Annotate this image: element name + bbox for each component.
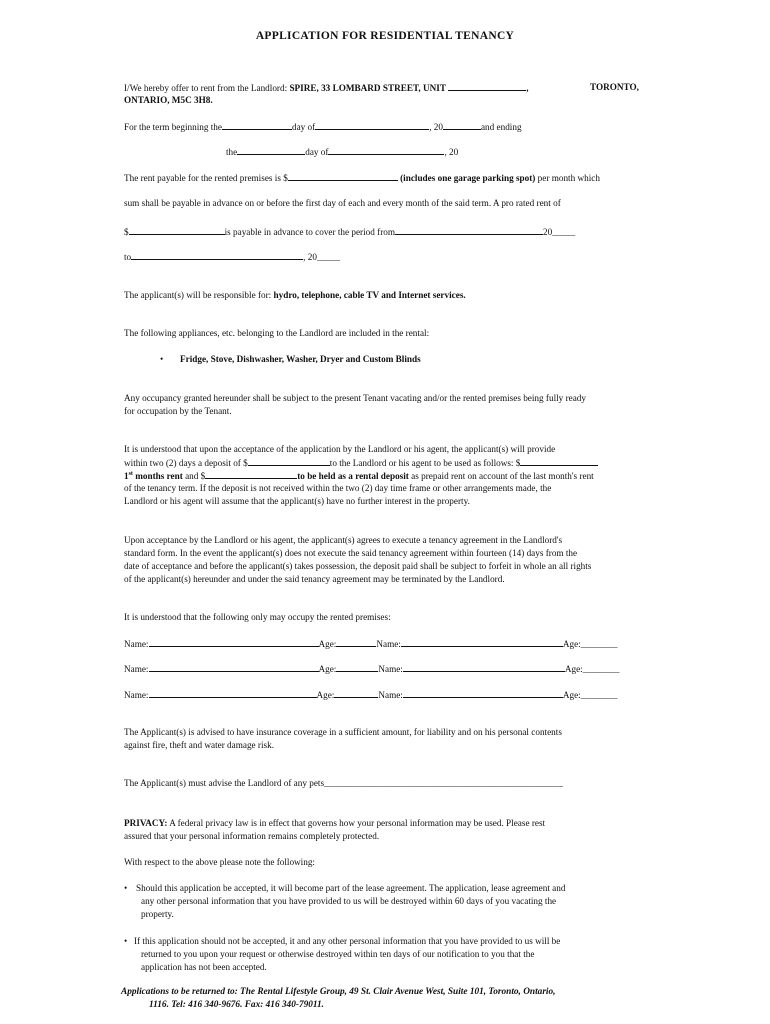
occupancy-line-1: Any occupancy granted hereunder shall be subject to the present Tenant vacating and/or the rented premises being fully ready: [124, 393, 586, 403]
agreement-line-4: of the applicant(s) hereunder and under the said tenancy agreement may be terminated by the Landlord.: [124, 574, 505, 584]
rent-line-3: $ is payable in advance to cover the period from 20_____: [124, 227, 576, 237]
offer-city: TORONTO,: [590, 82, 639, 92]
occupant-name-blank[interactable]: [403, 688, 563, 698]
deposit-line-2: within two (2) days a deposit of $ to the Landlord or his agent to be used as follows: $: [124, 456, 598, 470]
term-begin-year-blank[interactable]: [443, 120, 481, 130]
agreement-line-1: Upon acceptance by the Landlord or his agent, the applicant(s) agrees to execute a tenancy agreement in the Landlord's: [124, 535, 563, 545]
agreement-line-2: standard form. In the event the applicant(s) does not execute the said tenancy agreement within fourteen (14) days from the: [124, 548, 578, 558]
appliances-intro: The following appliances, etc. belonging to the Landlord are included in the rental:: [124, 328, 430, 338]
term-line-2: the day of , 20: [226, 147, 459, 157]
privacy-item-2-line-2: returned to you upon your request or otherwise destroyed within ten days of our notification to you that the: [141, 949, 535, 959]
occupants-intro: It is understood that the following only may occupy the rented premises:: [124, 612, 391, 622]
deposit-line-3: 1st months rent and $ to be held as a rental deposit as prepaid rent on account of the last month's rent: [124, 470, 594, 481]
occupant-age-blank[interactable]: [336, 662, 378, 672]
offer-prefix: I/We hereby offer to rent from the Landlord:: [124, 83, 290, 93]
occupant-name-blank[interactable]: [403, 662, 565, 672]
agreement-line-3: date of acceptance and before the applicant(s) takes possession, the deposit paid shall be subject to forfeit in whole an all rights: [124, 561, 592, 571]
offer-province: ONTARIO, M5C 3H8.: [124, 95, 213, 105]
pets-line: The Applicant(s) must advise the Landlord of any pets____________________________________________________: [124, 778, 563, 788]
deposit-amount-blank[interactable]: [248, 456, 330, 466]
offer-line: I/We hereby offer to rent from the Landlord: SPIRE, 33 LOMBARD STREET, UNIT ,: [124, 83, 529, 93]
deposit-line-1: It is understood that upon the acceptance of the application by the Landlord or his agent, the applicant(s) will provide: [124, 444, 556, 454]
pets-blank[interactable]: ____________________________________________________: [324, 778, 563, 788]
occupant-name-blank[interactable]: [149, 688, 317, 698]
occupant-name-blank[interactable]: [149, 637, 319, 647]
appliances-bullet: •: [160, 354, 164, 364]
occupant-name-blank[interactable]: [149, 662, 319, 672]
appliances-item: Fridge, Stove, Dishwasher, Washer, Dryer and Custom Blinds: [180, 354, 421, 364]
occupancy-line-2: for occupation by the Tenant.: [124, 406, 232, 416]
occupant-row: Name: Age: Name: Age:________: [124, 639, 618, 649]
privacy-line-1: PRIVACY: A federal privacy law is in effect that governs how your personal information may be used. Please rest: [124, 818, 546, 828]
unit-blank[interactable]: [448, 81, 526, 91]
occupant-name-blank[interactable]: [401, 637, 563, 647]
privacy-item-1-line-1: Should this application be accepted, it will become part of the lease agreement. The application, lease agreement and: [136, 883, 566, 893]
deposit-line-5: Landlord or his agent will assume that the applicant(s) have no further interest in the property.: [124, 496, 470, 506]
footer-line-1: Applications to be returned to: The Rental Lifestyle Group, 49 St. Clair Avenue West, Suite 101, Toronto, Ontario,: [121, 987, 556, 997]
occupant-row: Name: Age: Name: Age:________: [124, 664, 620, 674]
rent-line-2: sum shall be payable in advance on or before the first day of each and every month of the said term. A pro rated rent of: [124, 198, 561, 208]
occupant-age-blank[interactable]: [336, 637, 376, 647]
rent-line-4: to , 20_____: [124, 252, 340, 262]
utilities-line: The applicant(s) will be responsible for: hydro, telephone, cable TV and Internet services.: [124, 290, 466, 300]
first-month-amount-blank[interactable]: [520, 456, 598, 466]
term-begin-month-blank[interactable]: [315, 120, 429, 130]
privacy-item-2-line-3: application has not been accepted.: [141, 962, 267, 972]
prorated-amount-blank[interactable]: [129, 225, 225, 235]
privacy-item-1-line-2: any other personal information that you have provided to us will be destroyed within 60 days of you vacating the: [141, 896, 557, 906]
privacy-line-2: assured that your personal information remains completely protected.: [124, 831, 380, 841]
rent-line-1: The rent payable for the rented premises is $ (includes one garage parking spot) per month which: [124, 173, 600, 183]
privacy-item-1-line-3: property.: [141, 909, 174, 919]
rental-deposit-amount-blank[interactable]: [205, 469, 297, 479]
term-end-month-blank[interactable]: [328, 145, 444, 155]
privacy-item-2-line-1: If this application should not be accepted, it and any other personal information that you have provided to us will be: [134, 936, 561, 946]
rent-amount-blank[interactable]: [288, 171, 398, 181]
occupant-age-blank[interactable]: [334, 688, 378, 698]
offer-address: SPIRE, 33 LOMBARD STREET, UNIT: [289, 83, 446, 93]
insurance-line-2: against fire, theft and water damage risk.: [124, 740, 275, 750]
page-title: APPLICATION FOR RESIDENTIAL TENANCY: [255, 30, 515, 42]
prorated-period-end-blank[interactable]: [131, 250, 303, 260]
privacy-bullet: •: [124, 883, 128, 893]
insurance-line-1: The Applicant(s) is advised to have insurance coverage in a sufficient amount, for liability and on his personal contents: [124, 727, 562, 737]
deposit-line-4: of the tenancy term. If the deposit is not received within the two (2) day time frame or other arrangements made, the: [124, 483, 552, 493]
footer-line-2: 1116. Tel: 416 340-9676. Fax: 416 340-79011.: [149, 1000, 325, 1010]
term-begin-day-blank[interactable]: [222, 120, 292, 130]
term-end-day-blank[interactable]: [237, 145, 305, 155]
privacy-note: With respect to the above please note the following:: [124, 857, 315, 867]
occupant-row: Name: Age: Name: Age:________: [124, 690, 618, 700]
prorated-period-start-blank[interactable]: [395, 225, 543, 235]
privacy-label: PRIVACY:: [124, 818, 168, 828]
term-line-1: For the term beginning the day of , 20 and ending: [124, 122, 522, 132]
privacy-bullet: •: [124, 936, 128, 946]
